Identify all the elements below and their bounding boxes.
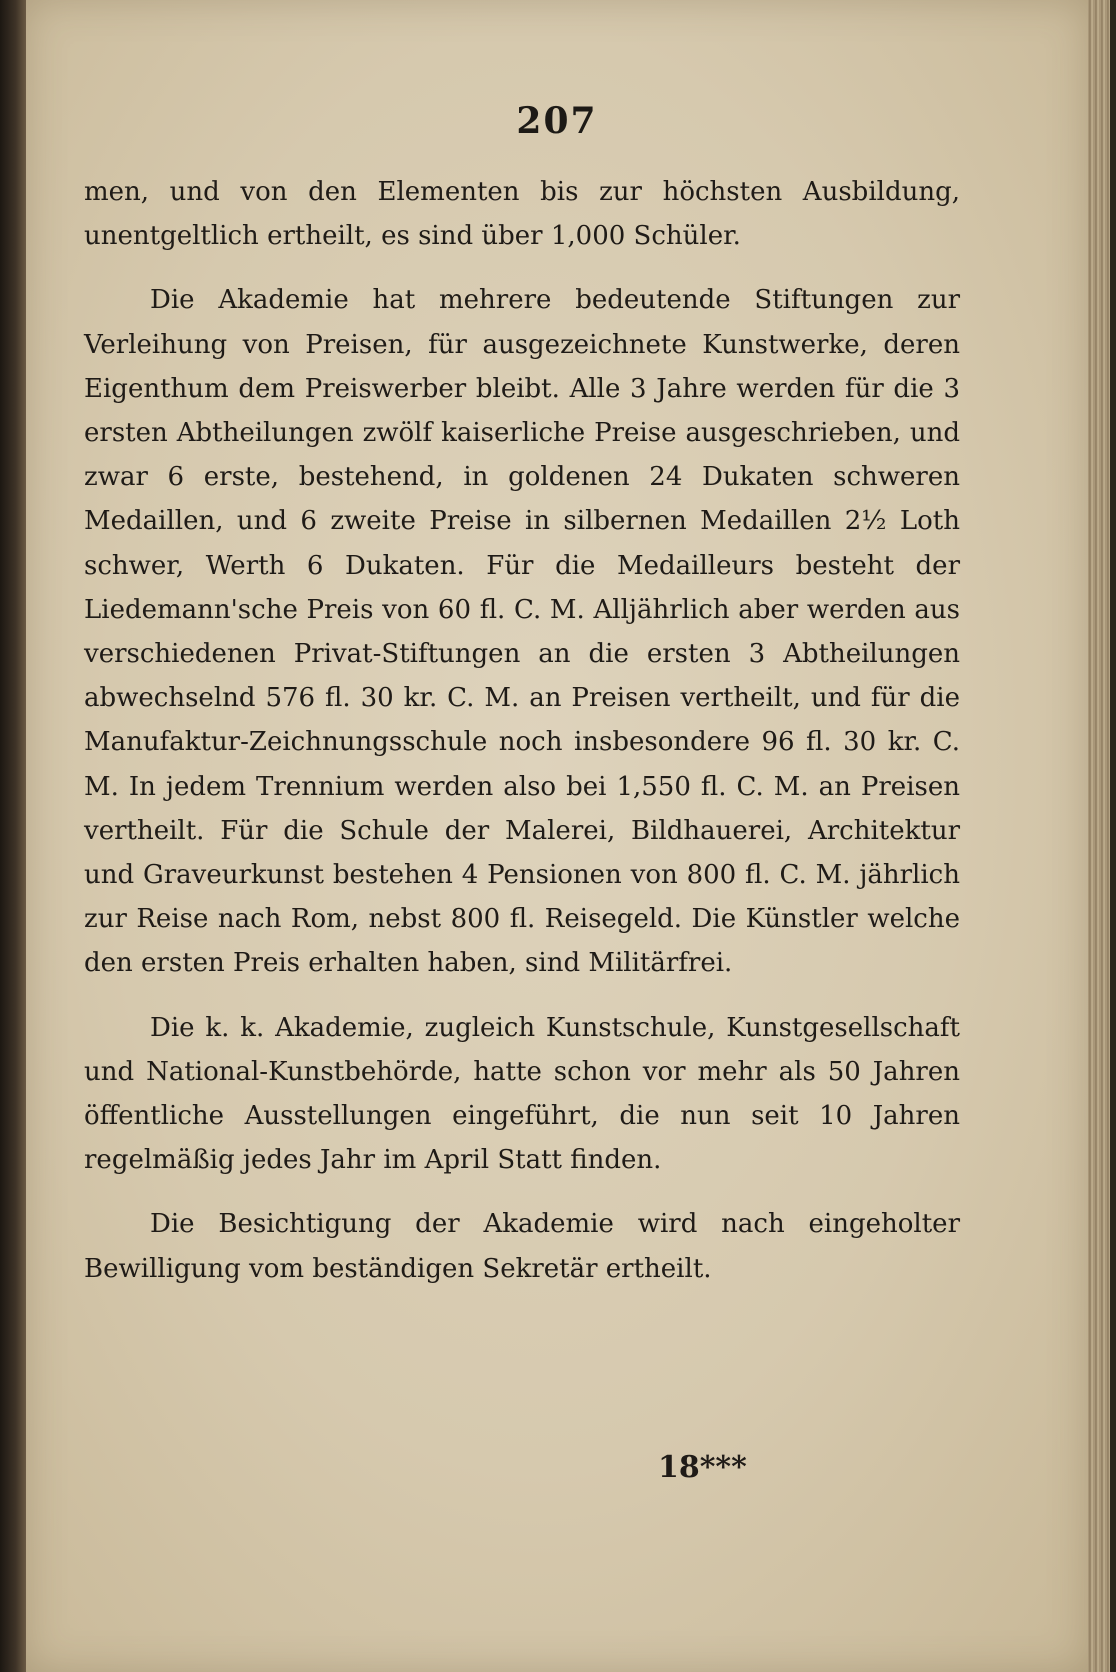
page-body (84, 170, 960, 1291)
page-stack-edge (1088, 0, 1116, 1672)
book-gutter (0, 0, 26, 1672)
book-page (26, 0, 1088, 1672)
signature-mark: 18*** (658, 1450, 747, 1485)
paragraph-ausstellungen: Die k. k. Akademie, zugleich Kunstschule, Kunstgesellschaft und National-Kunstbehörde, hatte schon vor mehr als 50 Jahren öffentliche Ausstellungen eingeführt, die nun seit 10 Jahren regelmäßig jedes Jahr im April Statt finden. (84, 1012, 960, 1176)
page-number: 207 (516, 100, 598, 142)
paragraph-continuation: men, und von den Elementen bis zur höchsten Ausbildung, unentgeltlich ertheilt, es sind über 1,000 Schüler. (84, 177, 960, 252)
paragraph-besichtigung: Die Besichtigung der Akademie wird nach eingeholter Bewilligung vom beständigen Sekretär ertheilt. (84, 1209, 960, 1284)
paragraph-stiftungen: Die Akademie hat mehrere bedeutende Stiftungen zur Verleihung von Preisen, für ausgezeichnete Kunstwerke, deren Eigenthum dem Preiswerber bleibt. Alle 3 Jahre werden für die 3 ersten Abtheilungen zwölf kaiserliche Preise ausgeschrieben, und zwar 6 erste, bestehend, in goldenen 24 Dukaten schweren Medaillen, und 6 zweite Preise in silbernen Medaillen 2½ Loth schwer, Werth 6 Dukaten. Für die Medailleurs besteht der Liedemann'sche Preis von 60 fl. C. M. Alljährlich aber werden aus verschiedenen Privat-Stiftungen an die ersten 3 Abtheilungen abwechselnd 576 fl. 30 kr. C. M. an Preisen vertheilt, und für die Manufaktur-Zeichnungsschule noch insbesondere 96 fl. 30 kr. C. M. In jedem Trennium werden also bei 1,550 fl. C. M. an Preisen vertheilt. Für die Schule der Malerei, Bildhauerei, Architektur und Graveurkunst bestehen 4 Pensionen von 800 fl. C. M. jährlich zur Reise nach Rom, nebst 800 fl. Reisegeld. Die Künstler welche den ersten Preis erhalten haben, sind Militärfrei. (84, 285, 960, 979)
